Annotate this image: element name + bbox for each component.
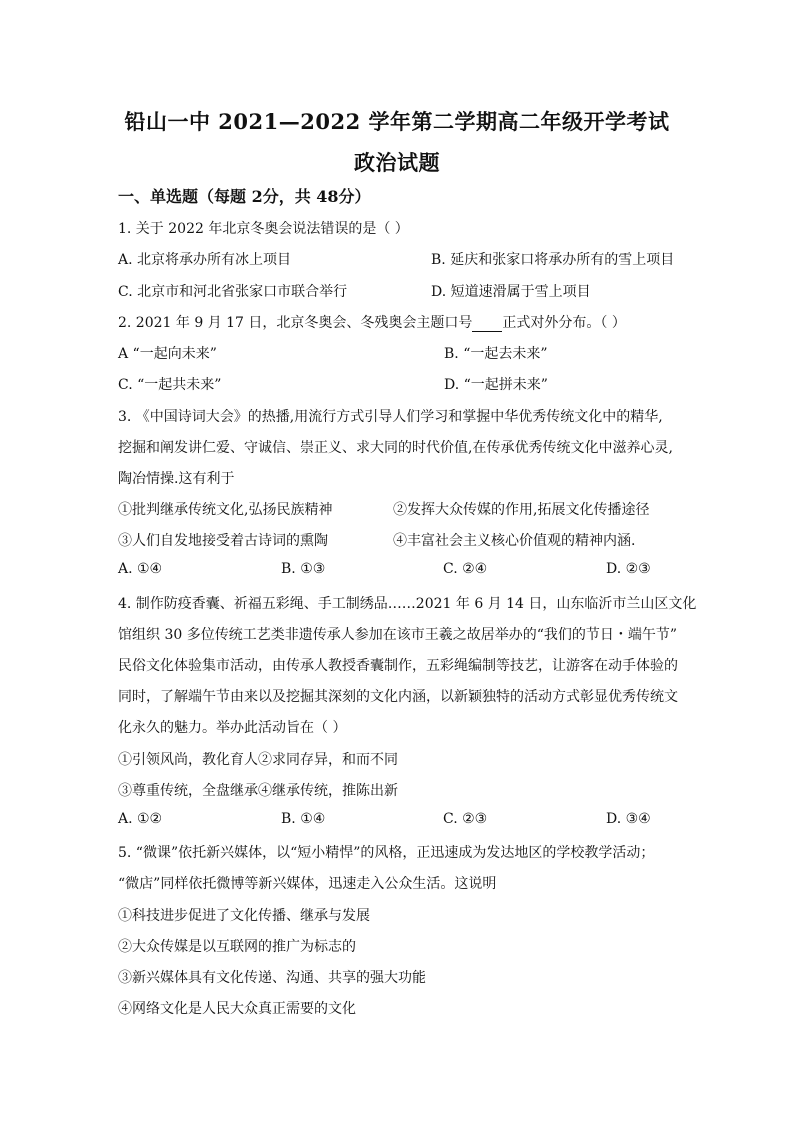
question-4-option-d: D. ③④: [606, 811, 651, 827]
question-3-line-1: 3. 《中国诗词大会》的热播,用流行方式引导人们学习和掌握中华优秀传统文化中的精华,: [118, 409, 663, 425]
question-4-option-c: C. ②③: [443, 811, 488, 827]
question-4-line-3: 民俗文化体验集市活动，由传承人教授香囊制作，五彩绳编制等技艺，让游客在动手体验的: [118, 658, 678, 674]
question-2-option-a: A “一起向未来”: [118, 346, 217, 362]
question-2-stem: [118, 312, 626, 332]
question-3-option-c: C. ②④: [443, 561, 488, 577]
question-2-stem-before: 2. 2021 年 9 月 17 日，北京冬奥会、冬残奥会主题口号: [118, 315, 473, 331]
question-1-option-c: C. 北京市和河北省张家口市联合举行: [118, 284, 348, 300]
section-heading: 一、单选题（每题 2分，共 48分）: [118, 187, 371, 206]
question-3-line-3: 陶冶情操.这有利于: [118, 471, 235, 487]
question-2-option-d: D. “一起拼未来”: [444, 377, 548, 393]
question-3-option-b: B. ①③: [281, 561, 326, 577]
answer-blank: [472, 317, 502, 332]
exam-title: 铅山一中 2021—2022 学年第二学期高二年级开学考试: [124, 109, 670, 134]
question-4-line-4: 同时，了解端午节由来以及挖掘其深刻的文化内涵，以新颖独特的活动方式彰显优秀传统文: [118, 689, 678, 705]
question-3-option-a: A. ①④: [118, 561, 163, 577]
question-3-item-2: ②发挥大众传媒的作用,拓展文化传播途径: [393, 502, 650, 518]
question-3-item-4: ④丰富社会主义核心价值观的精神内涵.: [393, 533, 636, 549]
question-1-stem: 1. 关于 2022 年北京冬奥会说法错误的是（ ）: [118, 221, 409, 237]
question-4-item-2: ③尊重传统，全盘继承④继承传统，推陈出新: [118, 783, 398, 799]
question-4-line-2: 馆组织 30 多位传统工艺类非遗传承人参加在该市王羲之故居举办的“我们的节日・端午节”: [118, 627, 678, 643]
question-1-option-a: A. 北京将承办所有冰上项目: [118, 252, 292, 268]
question-5-item-4: ④网络文化是人民大众真正需要的文化: [118, 1001, 356, 1017]
question-5-line-2: “微店”同样依托微博等新兴媒体，迅速走入公众生活。这说明: [118, 876, 497, 892]
question-2-option-b: B. “一起去未来”: [444, 346, 548, 362]
question-2-stem-after: 正式对外分布。（ ）: [502, 315, 626, 331]
question-2-option-c: C. “一起共未来”: [118, 377, 222, 393]
question-5-item-2: ②大众传媒是以互联网的推广为标志的: [118, 939, 356, 955]
question-3-item-3: ③人们自发地接受着古诗词的熏陶: [118, 533, 328, 549]
question-4-line-1: 4. 制作防疫香囊、祈福五彩绳、手工制绣品……2021 年 6 月 14 日，山东临沂市兰山区文化: [118, 596, 697, 612]
question-5-item-3: ③新兴媒体具有文化传递、沟通、共享的强大功能: [118, 970, 426, 986]
question-4-line-5: 化永久的魅力。举办此活动旨在（ ）: [118, 720, 347, 736]
question-1-option-b: B. 延庆和张家口将承办所有的雪上项目: [431, 252, 675, 268]
question-4-item-1: ①引领风尚，教化育人②求同存异，和而不同: [118, 752, 398, 768]
question-5-item-1: ①科技进步促进了文化传播、继承与发展: [118, 908, 370, 924]
question-4-option-a: A. ①②: [118, 811, 163, 827]
exam-subtitle: 政治试题: [354, 150, 440, 175]
question-3-item-1: ①批判继承传统文化,弘扬民族精神: [118, 502, 333, 518]
question-5-line-1: 5. “微课”依托新兴媒体，以“短小精悍”的风格，正迅速成为发达地区的学校教学活动；: [118, 845, 655, 861]
question-3-option-d: D. ②③: [606, 561, 651, 577]
question-4-option-b: B. ①④: [281, 811, 326, 827]
question-3-line-2: 挖掘和阐发讲仁爱、守诚信、崇正义、求大同的时代价值,在传承优秀传统文化中滋养心灵,: [118, 440, 673, 456]
question-1-option-d: D. 短道速滑属于雪上项目: [431, 284, 591, 300]
